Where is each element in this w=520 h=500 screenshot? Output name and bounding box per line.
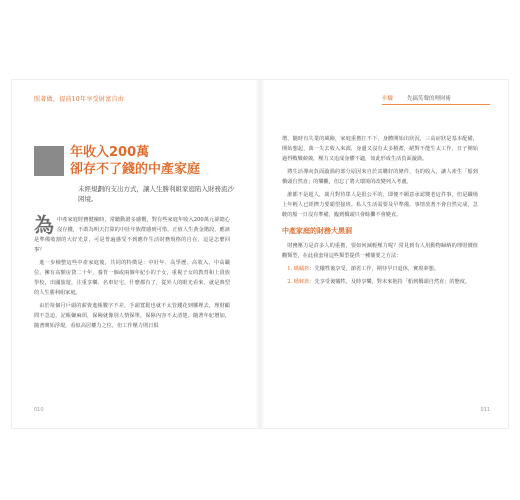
list-item-label: 1. 螞蟻族 (287, 266, 310, 272)
list-item-label: 2. 蟋蟀族 (287, 279, 310, 285)
book-spread (12, 80, 508, 428)
right-body-text (282, 134, 478, 290)
dropcap: 為 (34, 213, 54, 237)
left-page (12, 80, 260, 428)
paragraph: 由於每個月戶頭的薪資進帳數字不差，手頭寬鬆也就不太管錢花到哪裡去，理財顧問不急迫，記帳嫌麻煩，保險就像別人情保單，保障內容不太清楚。隨著年紀增加，隨著開始浮現，看似高居權力之位，但工作壓力則日俱 (34, 303, 230, 329)
list-item-text: ：先犧牲後享受，節省工作，期待早日退休，實現夢想。 (309, 266, 440, 272)
chapter-subtitle: 未經規劃的支出方式，讓人生勝利組家庭陷入財務流沙困境。 (78, 185, 234, 203)
paragraph: 將生活導向負面漩渦的部分原因來自於其購好的條件，有的收入，讓人產生「船到橋頭自然直」的樂觀，但忘了將大環境的改變列入考慮。 (282, 169, 478, 185)
chapter-title (70, 144, 250, 178)
right-page (260, 80, 508, 428)
paragraph: 進一步檢整這些中產家庭後，共同的特徵是：中壯年、高學歷、高收入、中高職位，擁有高額房貸二十年，養育一個或兩個年紀小的子女，重視子女的教育和上貴族學校，出國旅遊，注重享樂、名車好宅，什麼都有了，從外人的眼光看來，就是典型的人生勝利組家庭。 (34, 260, 230, 296)
paragraph: 增，隨時有失業的風險，家庭重擔扛不下，身體開始出狀況，三高症狀是基本配備，開始想起，萬一失去收入來源，身邊又沒有太多積蓄，絕對不能生太工作，日子開始過得戰戰兢兢，壓力又追成身體不適，如此形成生活負面漩渦。 (282, 136, 478, 162)
header-topic: 先搞笑聲的理財術 (407, 95, 452, 102)
list-item (282, 264, 478, 274)
list-item-text: ：先享受後犧牲，及時享樂，對未來抱持「船到橋頭自然直」的態度。 (309, 279, 471, 285)
paragraph: 財務壓力是許多人的重擔，要如何減輕壓力呢？常見到有人用動物歸納的理財價值觀類型，在此我套用這些類型提供一種簡要之方法： (282, 243, 478, 259)
chapter-title-line2: 卻存不了錢的中產家庭 (70, 162, 201, 177)
chapter-mark (34, 146, 64, 176)
chapter-title-line1: 年收入200萬 (70, 145, 150, 160)
header-step: 步驟 (382, 95, 394, 102)
page-number: 010 (34, 407, 44, 413)
running-head: 照著做，提前10年享受財富自由 (34, 96, 125, 103)
first-paragraph-text: 中產家庭財務健檢時，常聽動諮多感慨，對有些家庭年收入200萬元卻總心沒存錢，不敢為明天打算的中壯年族群感到可惜。正值人生黃金階段，應該是準備收割的大好光景，可是普遍感受不到應作生活財務規格的自在，這是怎麼回事？ (34, 217, 230, 253)
left-body-text (34, 215, 230, 334)
paragraph: 誰都不是超人，歲月對待眾人是很公平的，即便不願意承認變老這件事，但是職場上年輕人已經擠力要霸望接班。私人生活需要及早準備，事情放著不會自然完成，急駛的船一日沒有準備，臨到橋頭只會餘攤不會變直。 (282, 192, 478, 218)
header-rule (382, 104, 490, 105)
page-number: 011 (480, 407, 490, 413)
first-paragraph (34, 215, 230, 255)
section-heading: 中產家庭的財務大黑洞 (282, 227, 352, 235)
list-item (282, 277, 478, 287)
section-header (382, 92, 490, 103)
